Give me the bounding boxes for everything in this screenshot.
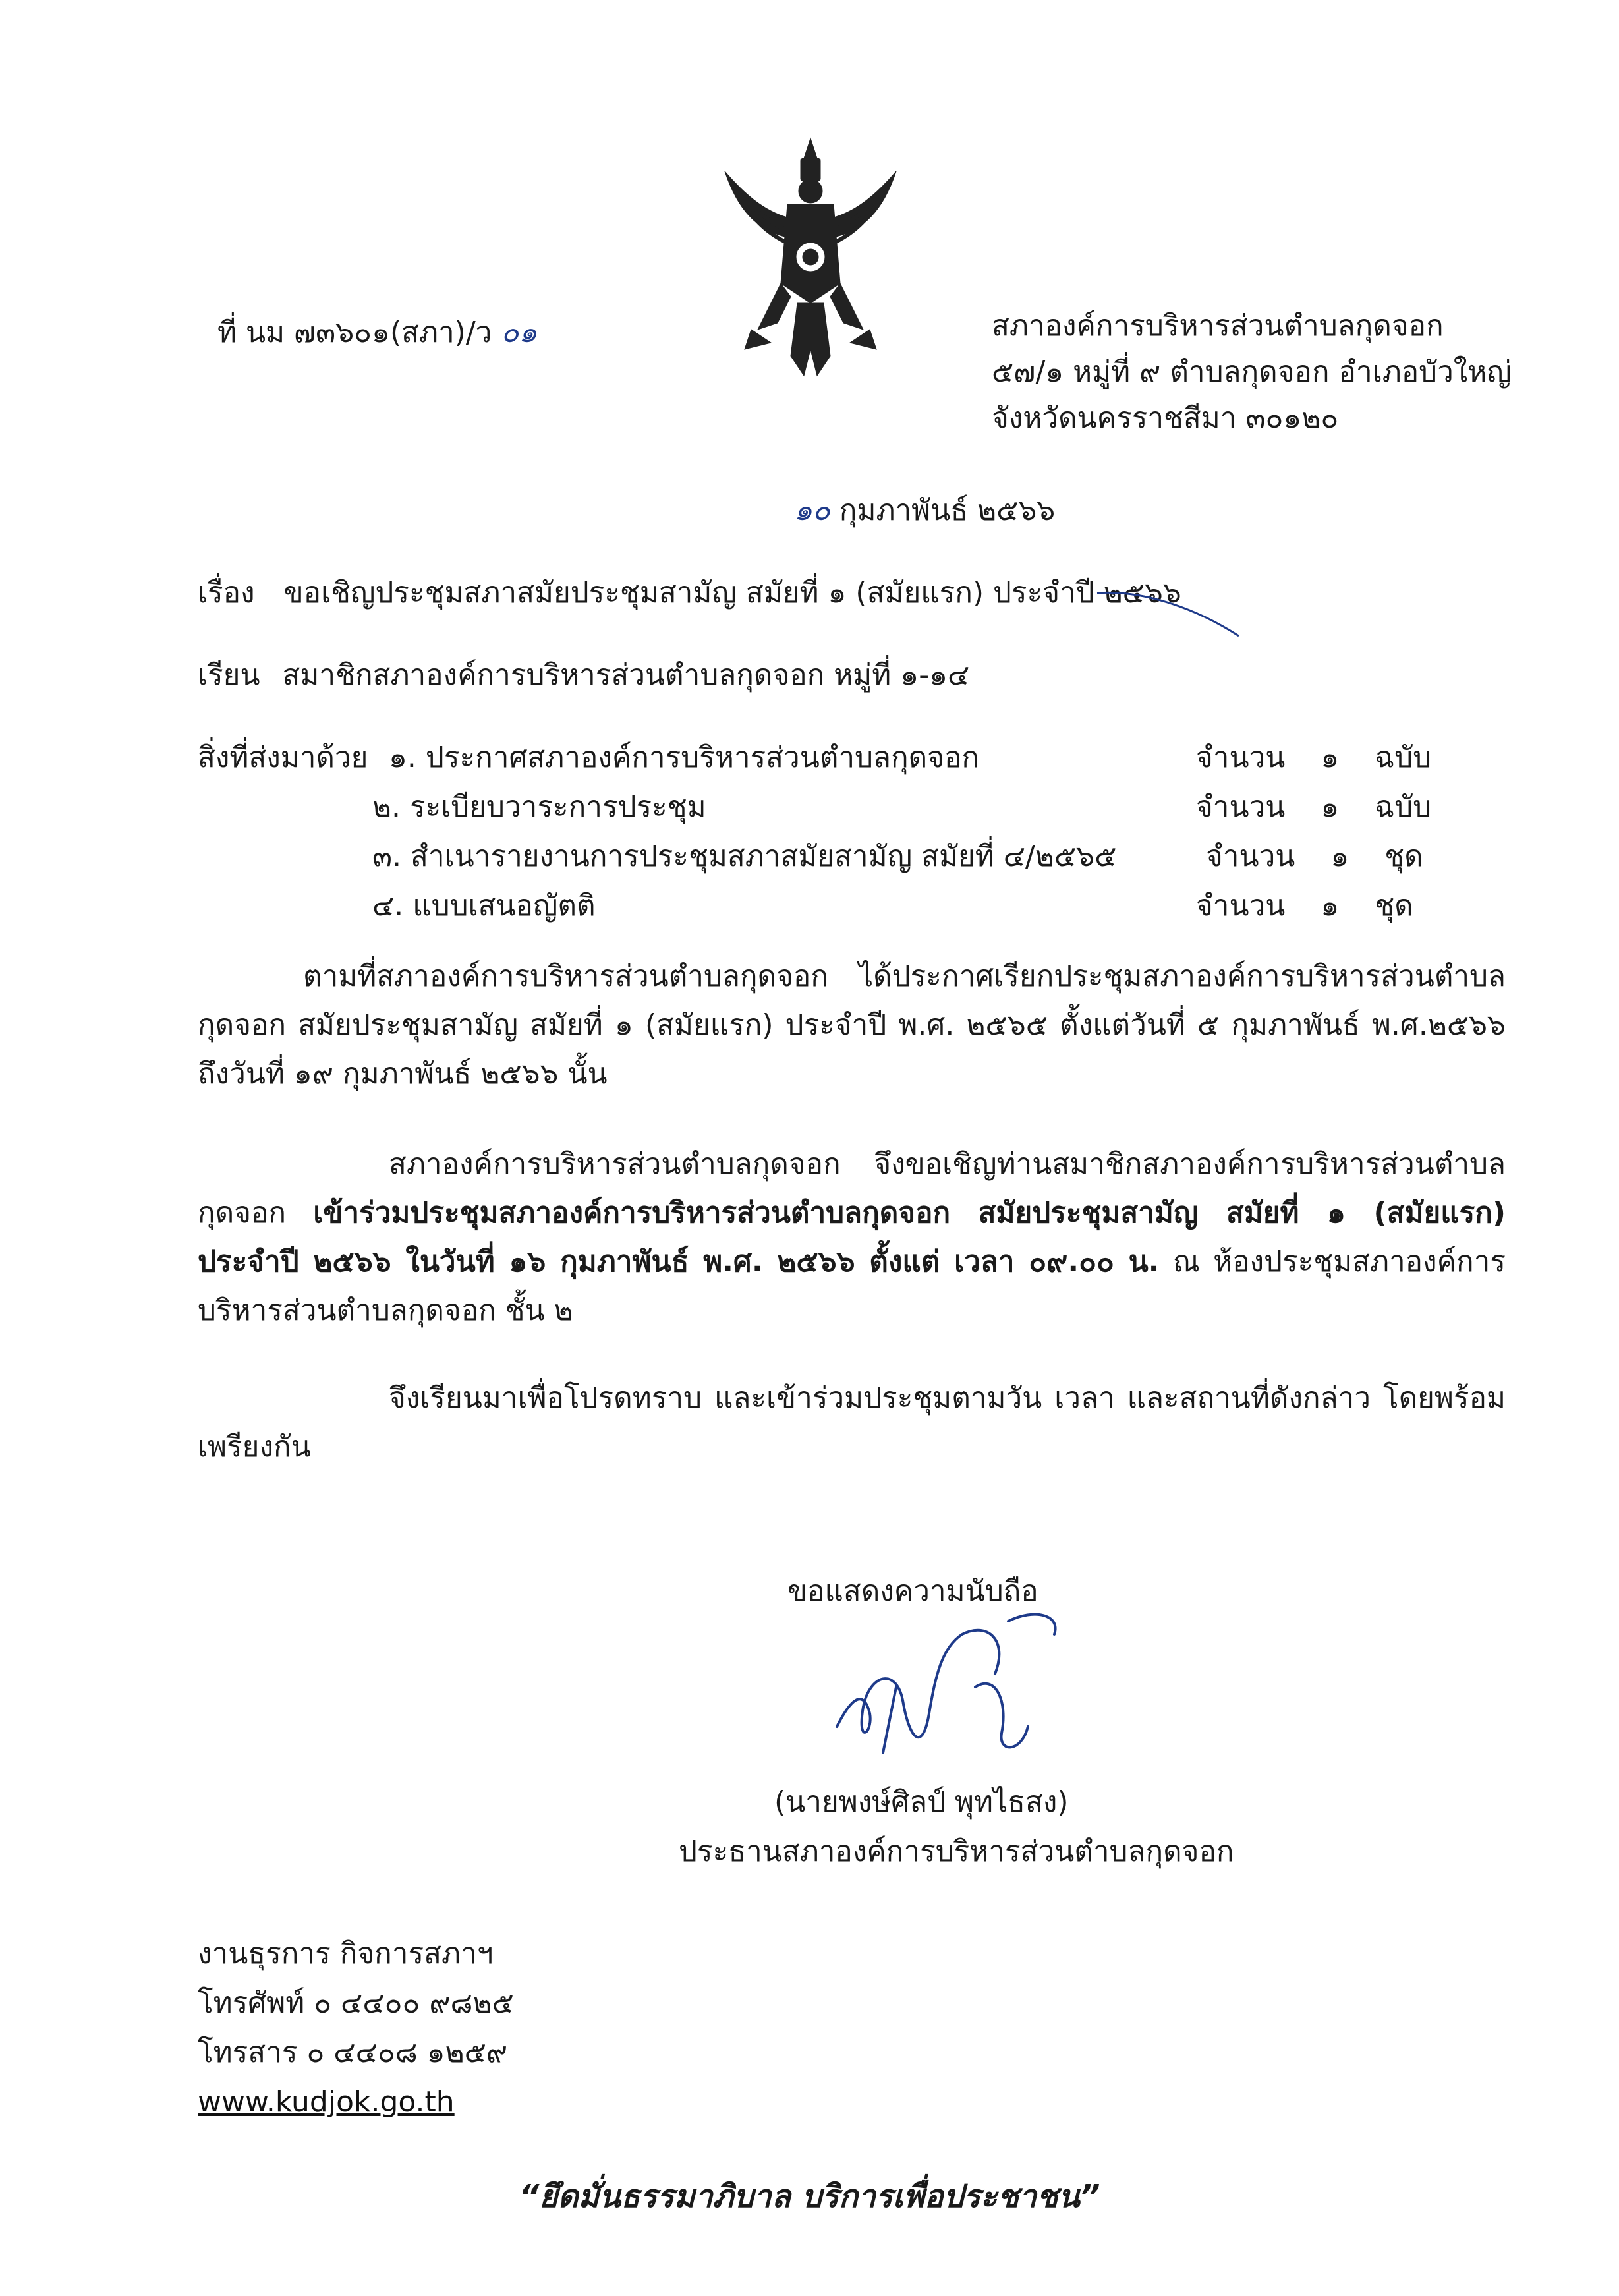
reference-handwritten-number: ๐๑ (501, 316, 538, 349)
enclosure-item: ๔. แบบเสนอญัตติ (372, 889, 596, 923)
enclosure-quantity (1196, 788, 1431, 827)
quantity-unit: ฉบับ (1375, 790, 1432, 824)
website-link[interactable]: www.kudjok.go.th (198, 2085, 455, 2119)
enclosure-quantity (1196, 886, 1413, 926)
quantity-label: จำนวน (1206, 840, 1295, 873)
addressee-line (198, 656, 969, 695)
address-line: จังหวัดนครราชสีมา ๓๐๑๒๐ (992, 401, 1339, 435)
enclosures-label: สิ่งที่ส่งมาด้วย (198, 741, 368, 774)
address-line: สภาองค์การบริหารส่วนตำบลกุดจอก (992, 309, 1444, 343)
signer-name: (นายพงษ์ศิลป์ พุทไธสง) (774, 1785, 1069, 1819)
subject-text: ขอเชิญประชุมสภาสมัยประชุมสามัญ สมัยที่ ๑ (สมัยแรก) ประจำปี ๒๕๖๖ (283, 576, 1181, 610)
contact-department: งานธุรการ กิจการสภาฯ (198, 1937, 494, 1970)
contact-fax: โทรสาร ๐ ๔๔๐๘ ๑๒๕๙ (198, 2036, 508, 2069)
contact-phone: โทรศัพท์ ๐ ๔๔๐๐ ๙๘๒๕ (198, 1986, 514, 2020)
reference-number (217, 313, 537, 353)
quantity-label: จำนวน (1196, 889, 1286, 923)
quantity-value: ๑ (1321, 741, 1340, 774)
subject-line (198, 573, 1181, 613)
enclosure-quantity (1206, 837, 1423, 876)
ink-stroke (1094, 580, 1245, 639)
quantity-value: ๑ (1321, 889, 1340, 923)
quantity-unit: ฉบับ (1375, 741, 1432, 774)
signer-title: ประธานสภาองค์การบริหารส่วนตำบลกุดจอก (679, 1835, 1234, 1868)
quantity-value: ๑ (1321, 790, 1340, 824)
letter-date (794, 491, 1055, 531)
enclosure-quantity (1196, 738, 1431, 778)
paragraph-2-intro: สภาองค์การบริหารส่วนตำบลกุดจอก จึงขอเชิญท่านสมาชิกสภาองค์การบริหารส่วนตำบลกุดจอก (198, 1147, 1506, 1230)
address-line: ๕๗/๑ หมู่ที่ ๙ ตำบลกุดจอก อำเภอบัวใหญ่ (992, 355, 1512, 389)
quantity-unit: ชุด (1375, 889, 1413, 923)
enclosure-item: ๒. ระเบียบวาระการประชุม (372, 790, 706, 824)
quantity-label: จำนวน (1196, 790, 1286, 824)
addressee-text: สมาชิกสภาองค์การบริหารส่วนตำบลกุดจอก หมู่ที่ ๑-๑๔ (282, 658, 970, 692)
enclosure-item: ๑. ประกาศสภาองค์การบริหารส่วนตำบลกุดจอก (389, 741, 980, 774)
date-month-year: กุมภาพันธ์ ๒๕๖๖ (839, 494, 1056, 527)
body-paragraph-2 (198, 1140, 1506, 1335)
quantity-value: ๑ (1330, 840, 1349, 873)
body-paragraph-1: ตามที่สภาองค์การบริหารส่วนตำบลกุดจอก ได้ประกาศเรียกประชุมสภาองค์การบริหารส่วนตำบลกุดจอก สมัยประชุมสามัญ สมัยที่ ๑ (สมัยแรก) ประจำปี พ.ศ. ๒๕๖๕ ตั้งแต่วันที่ ๕ กุมภาพันธ์ พ.ศ.๒๕๖๖ ถึงวันที่ ๑๙ กุมภาพันธ์ ๒๕๖๖ นั้น (198, 960, 1506, 1091)
addressee-label: เรียน (198, 658, 260, 692)
quantity-unit: ชุด (1384, 840, 1423, 873)
paragraph-2-meeting-details: เข้าร่วมประชุมสภาองค์การบริหารส่วนตำบลกุดจอก สมัยประชุมสามัญ สมัยที่ ๑ (สมัยแรก) ประจำปี ๒๕๖๖ ในวันที่ ๑๖ กุมภาพันธ์ พ.ศ. ๒๕๖๖ ตั้งแต่ เวลา ๐๙.๐๐ น. (198, 1196, 1506, 1278)
paragraph-2-location: ณ ห้องประชุมสภาองค์การบริหารส่วนตำบลกุดจอก ชั้น ๒ (198, 1245, 1506, 1327)
handwritten-signature (810, 1595, 1114, 1793)
closing-salutation: ขอแสดงความนับถือ (787, 1574, 1038, 1608)
body-paragraph-3: จึงเรียนมาเพื่อโปรดทราบ และเข้าร่วมประชุมตามวัน เวลา และสถานที่ดังกล่าว โดยพร้อมเพรียงกัน (198, 1381, 1506, 1464)
quantity-label: จำนวน (1196, 741, 1286, 774)
subject-label: เรื่อง (198, 576, 255, 610)
enclosure-item: ๓. สำเนารายงานการประชุมสภาสมัยสามัญ สมัยที่ ๔/๒๕๖๕ (372, 840, 1117, 873)
date-day-handwritten: ๑๐ (794, 494, 830, 527)
sender-address (992, 303, 1512, 442)
garuda-emblem-icon (712, 132, 909, 382)
reference-prefix: ที่ นม ๗๓๖๐๑(สภา)/ว (217, 316, 492, 349)
slogan: “ยึดมั่นธรรมาภิบาล บริการเพื่อประชาชน” (519, 2178, 1100, 2215)
